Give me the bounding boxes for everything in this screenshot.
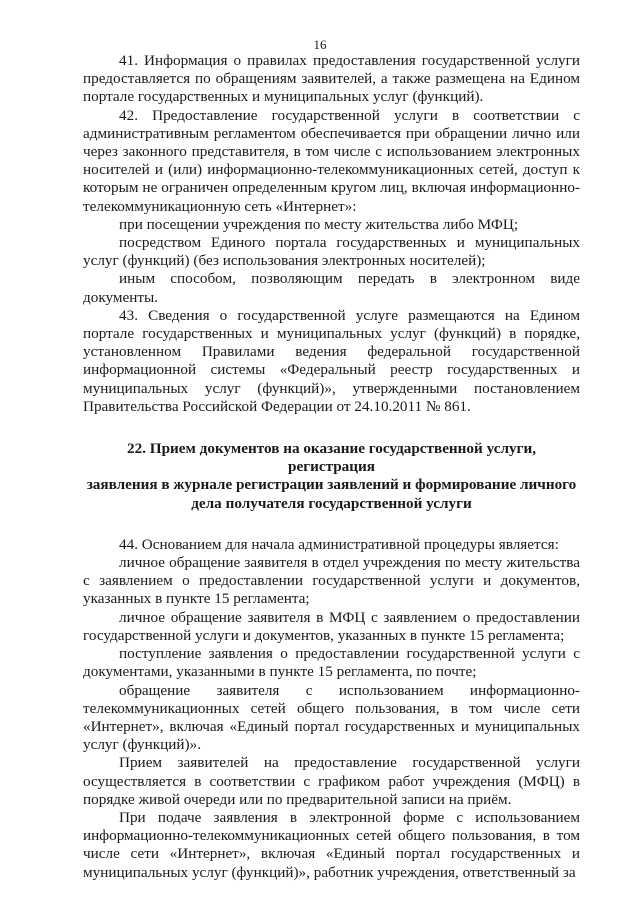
section-heading-line: дела получателя государственной услуги — [191, 494, 472, 512]
list-item-internet: обращение заявителя с использованием информационно-телекоммуникационных сетей общего пользования, в том числе сети «Интернет», включая «Единый портал государственных и муниципальных услуг (функций)». — [83, 681, 580, 754]
list-item-visit: при посещении учреждения по месту жительства либо МФЦ; — [119, 215, 519, 233]
page-number: 16 — [313, 37, 327, 52]
section-heading-line: заявления в журнале регистрации заявлений и формирование личного — [86, 476, 577, 494]
list-item-personal-mfc: личное обращение заявителя в МФЦ с заявлением о предоставлении государственной услуги и документов, указанных в пункте 15 регламента; — [83, 608, 580, 644]
paragraph-44: 44. Основанием для начала административной процедуры является: — [119, 535, 559, 553]
list-item-personal-department: личное обращение заявителя в отдел учреждения по месту жительства с заявлением о предоставлении государственной услуги и документов, указанных в пункте 15 регламента; — [83, 554, 580, 608]
paragraph-reception: Прием заявителей на предоставление государственной услуги осуществляется в соответствии с графиком работ учреждения (МФЦ) в порядке живой очереди или по предварительной записи на приём. — [83, 754, 580, 808]
document-body — [83, 52, 580, 882]
paragraph-42: 42. Предоставление государственной услуги в соответствии с административным регламентом обеспечивается при обращении лично или через законного представителя, в том числе с использованием электронных носителей и (или) информационно-телекоммуникационных сетей, доступ к которым не ограничен определенным кругом лиц, включая информационно-телекоммуникационную сеть «Интернет»: — [83, 106, 580, 215]
section-heading-22 — [83, 440, 580, 513]
list-item-portal: посредством Единого портала государственных и муниципальных услуг (функций) (без использования электронных носителей); — [83, 234, 580, 270]
list-item-other: иным способом, позволяющим передать в электронном виде документы. — [83, 270, 580, 306]
section-heading-line: 22. Прием документов на оказание государственной услуги, регистрация — [127, 440, 536, 476]
paragraph-electronic: При подаче заявления в электронной форме с использованием информационно-телекоммуникационных сетей общего пользования, в том числе сети «Интернет», включая «Единый портал государственных и муниципальных услуг (функций)», работник учреждения, ответственный за — [83, 808, 580, 881]
list-item-mail: поступление заявления о предоставлении государственной услуги с документами, указанными в пункте 15 регламента, по почте; — [83, 645, 580, 681]
paragraph-43: 43. Сведения о государственной услуге размещаются на Едином портале государственных и муниципальных услуг (функций) в порядке, установленном Правилами ведения федеральной государственной информационной системы «Федеральный реестр государственных и муниципальных услуг (функций)», утвержденными постановлением Правительства Российской Федерации от 24.10.2011 № 861. — [83, 306, 580, 415]
paragraph-41: 41. Информация о правилах предоставления государственной услуги предоставляется по обращениям заявителей, а также размещена на Едином портале государственных и муниципальных услуг (функций). — [83, 52, 580, 106]
